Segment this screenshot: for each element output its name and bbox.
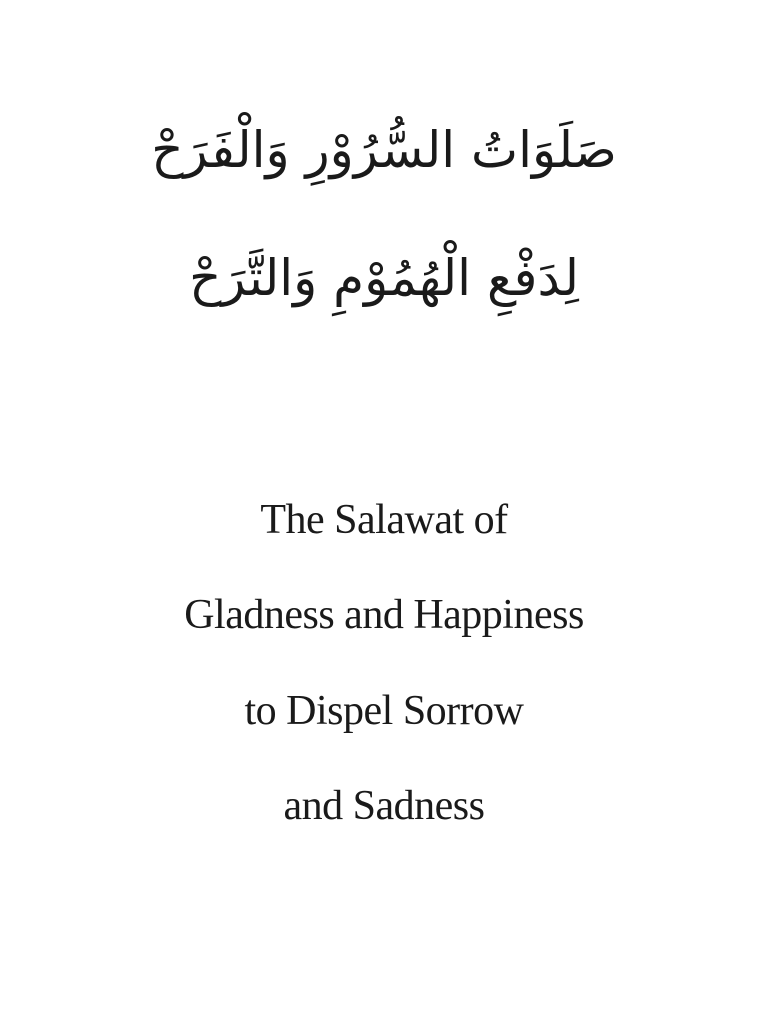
arabic-title-line-1: صَلَوَاتُ السُّرُوْرِ وَالْفَرَحْ <box>151 121 617 179</box>
english-title-line-3: to Dispel Sorrow <box>244 688 524 734</box>
english-title-line-2: Gladness and Happiness <box>184 592 584 638</box>
arabic-title-line-2: لِدَفْعِ الْهُمُوْمِ وَالتَّرَحْ <box>189 249 579 307</box>
english-title-line-4: and Sadness <box>283 783 485 829</box>
english-title-line-1: The Salawat of <box>260 497 508 543</box>
